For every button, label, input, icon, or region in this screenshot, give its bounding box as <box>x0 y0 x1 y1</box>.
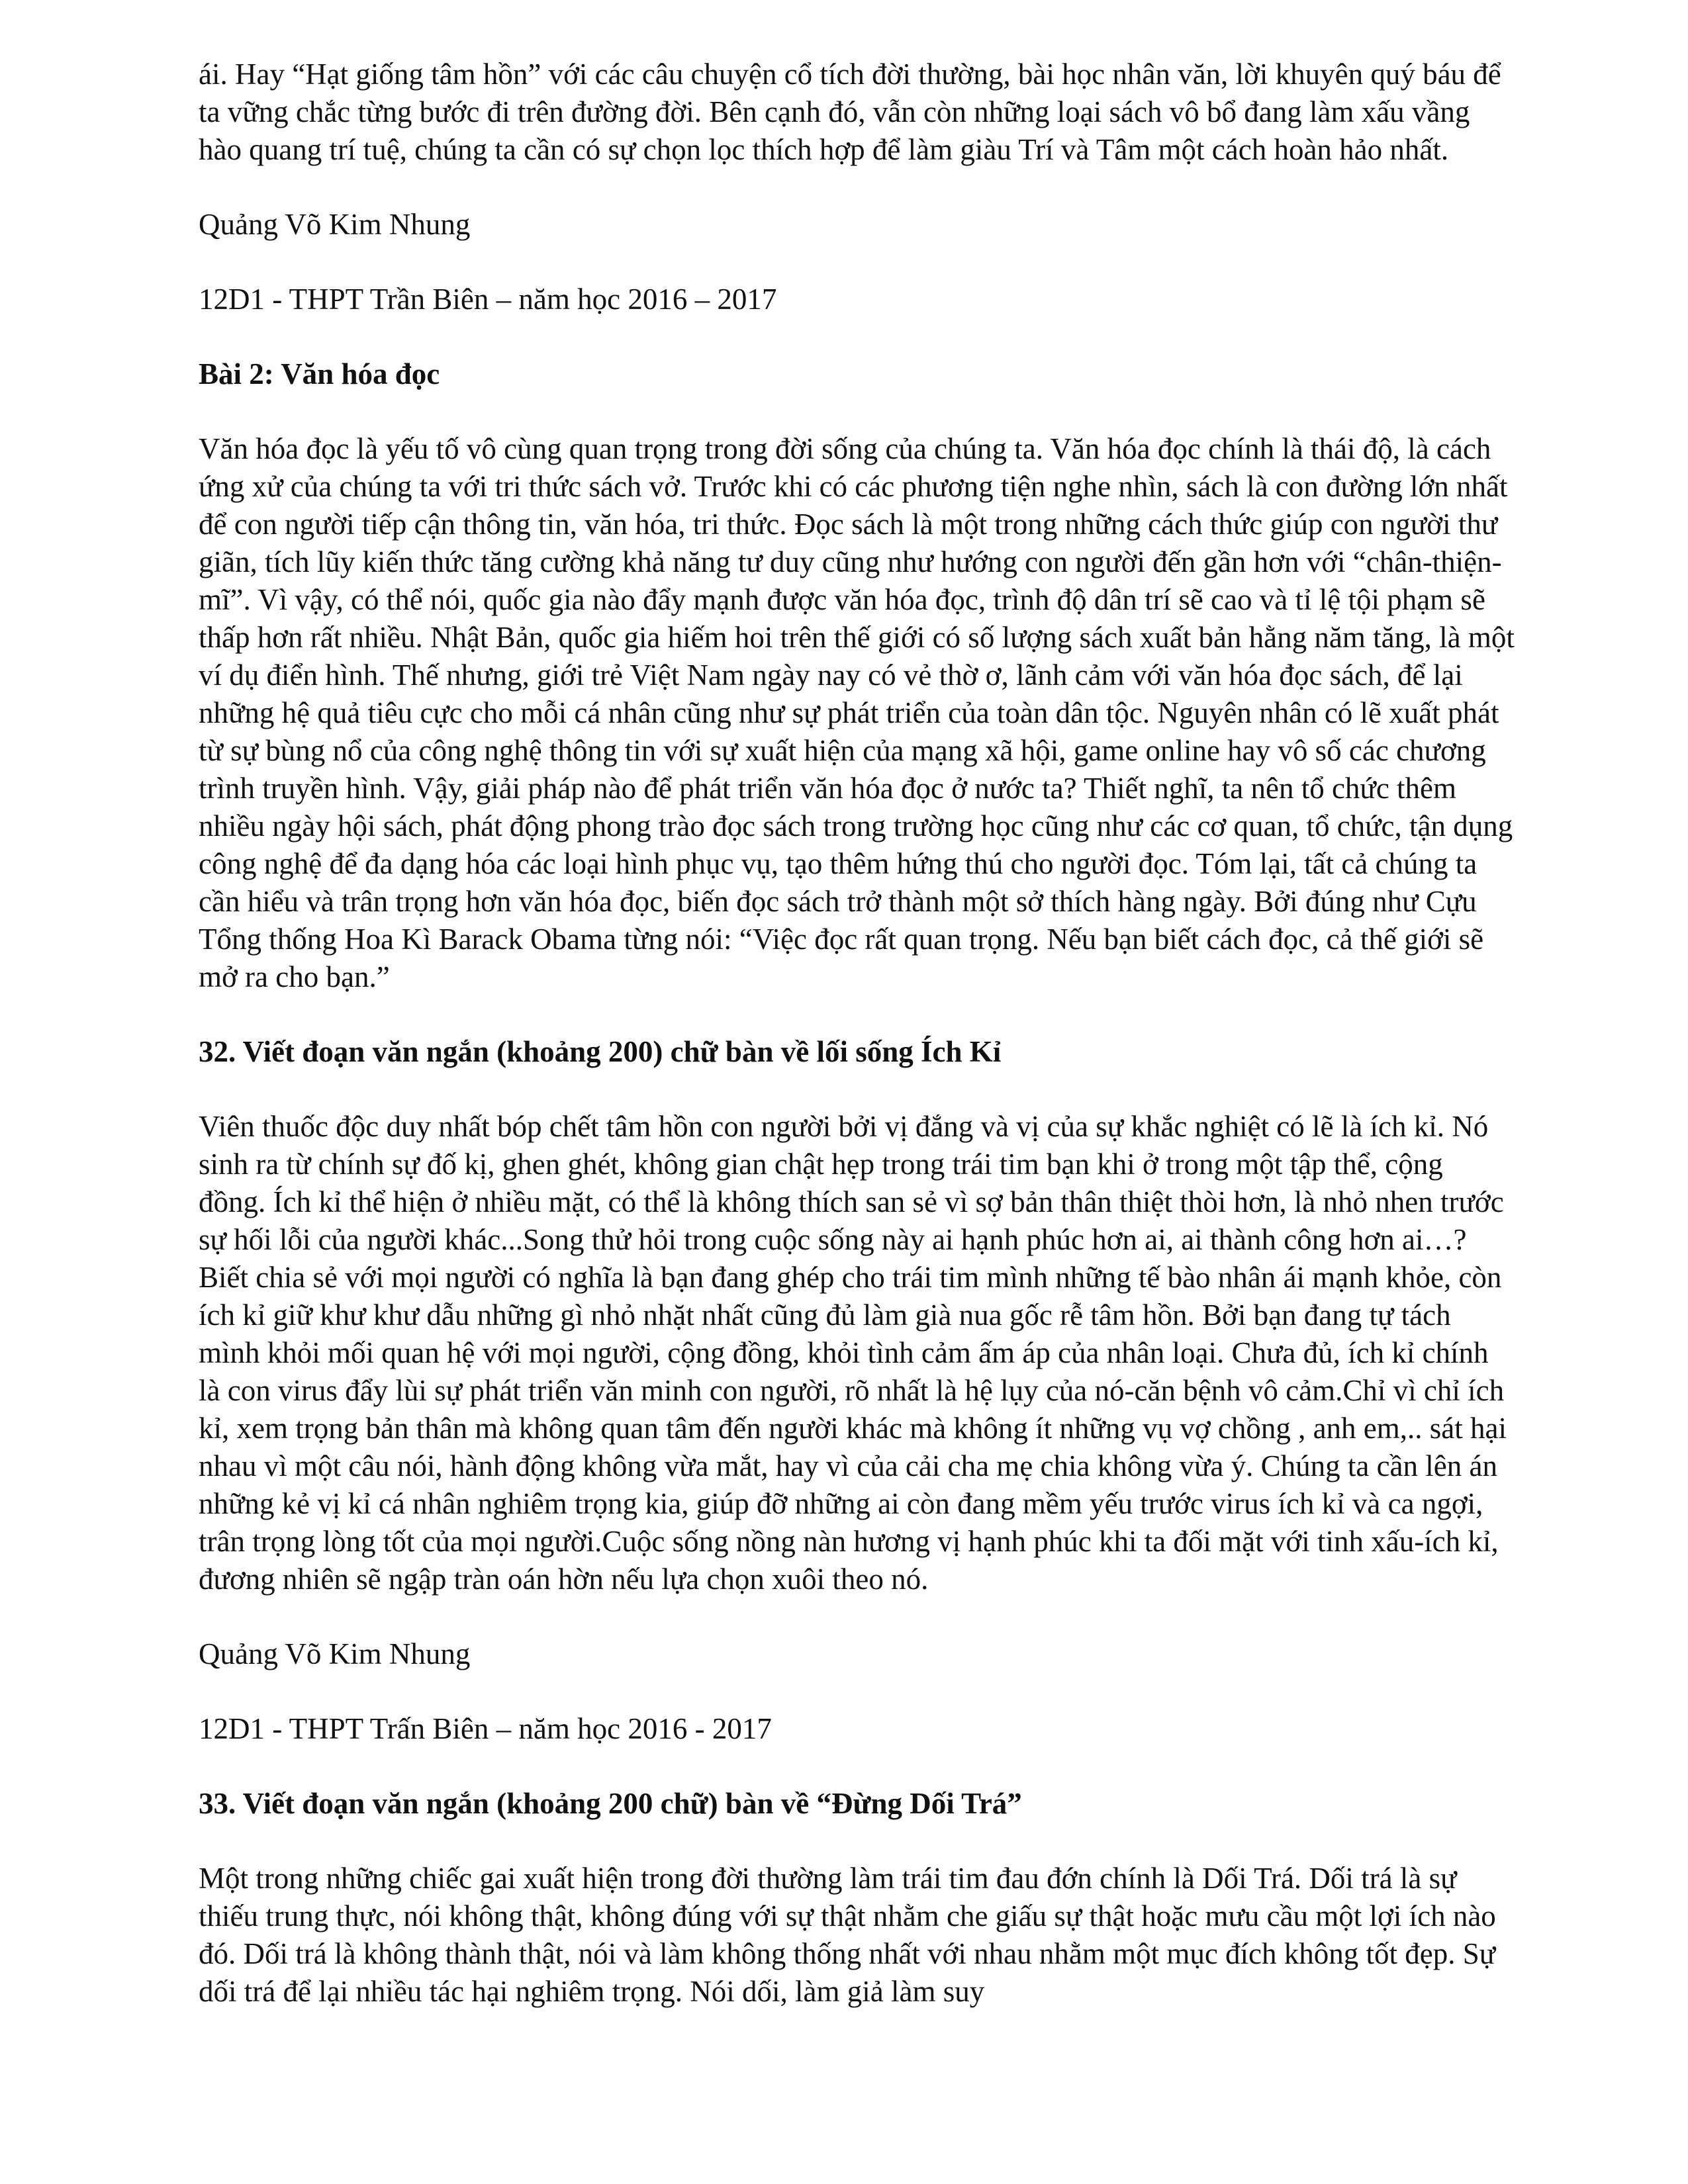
section-heading-32: 32. Viết đoạn văn ngắn (khoảng 200) chữ bàn về lối sống Ích Kỉ <box>199 1035 1002 1068</box>
author-name-2: Quảng Võ Kim Nhung <box>199 1637 471 1670</box>
section-heading-33: 33. Viết đoạn văn ngắn (khoảng 200 chữ) bàn về “Đừng Dối Trá” <box>199 1787 1022 1820</box>
class-info-2: 12D1 - THPT Trấn Biên – năm học 2016 - 2017 <box>199 1712 772 1745</box>
section-heading-bai2: Bài 2: Văn hóa đọc <box>199 357 440 390</box>
document-page <box>199 56 1516 2011</box>
author-name: Quảng Võ Kim Nhung <box>199 208 471 241</box>
paragraph-dung-doi-tra: Một trong những chiếc gai xuất hiện trong đời thường làm trái tim đau đớn chính là Dối Trá. Dối trá là sự thiếu trung thực, nói không thật, không đúng với sự thật nhằm che giấu sự thật hoặc mưu cầu một lợi ích nào đó. Dối trá là không thành thật, nói và làm không thống nhất với nhau nhằm một mục đích không tốt đẹp. Sự dối trá để lại nhiều tác hại nghiêm trọng. Nói dối, làm giả làm suy <box>199 1862 1496 2008</box>
intro-paragraph: ái. Hay “Hạt giống tâm hồn” với các câu chuyện cổ tích đời thường, bài học nhân văn, lời khuyên quý báu để ta vững chắc từng bước đi trên đường đời. Bên cạnh đó, vẫn còn những loại sách vô bổ đang làm xấu vầng hào quang trí tuệ, chúng ta cần có sự chọn lọc thích hợp để làm giàu Trí và Tâm một cách hoàn hảo nhất. <box>199 58 1501 166</box>
paragraph-van-hoa-doc: Văn hóa đọc là yếu tố vô cùng quan trọng trong đời sống của chúng ta. Văn hóa đọc chính là thái độ, là cách ứng xử của chúng ta với tri thức sách vở. Trước khi có các phương tiện nghe nhìn, sách là con đường lớn nhất để con người tiếp cận thông tin, văn hóa, tri thức. Đọc sách là một trong những cách thức giúp con người thư giãn, tích lũy kiến thức tăng cường khả năng tư duy cũng như hướng con người đến gần hơn với “chân-thiện-mĩ”. Vì vậy, có thể nói, quốc gia nào đẩy mạnh được văn hóa đọc, trình độ dân trí sẽ cao và tỉ lệ tội phạm sẽ thấp hơn rất nhiều. Nhật Bản, quốc gia hiếm hoi trên thế giới có số lượng sách xuất bản hằng năm tăng, là một ví dụ điển hình. Thế nhưng, giới trẻ Việt Nam ngày nay có vẻ thờ ơ, lãnh cảm với văn hóa đọc sách, để lại những hệ quả tiêu cực cho mỗi cá nhân cũng như sự phát triển của toàn dân tộc. Nguyên nhân có lẽ xuất phát từ sự bùng nổ của công nghệ thông tin với sự xuất hiện của mạng xã hội, game online hay vô số các chương trình truyền hình. Vậy, giải pháp nào để phát triển văn hóa đọc ở nước ta? Thiết nghĩ, ta nên tổ chức thêm nhiều ngày hội sách, phát động phong trào đọc sách trong trường học cũng như các cơ quan, tổ chức, tận dụng công nghệ để đa dạng hóa các loại hình phục vụ, tạo thêm hứng thú cho người đọc. Tóm lại, tất cả chúng ta cần hiểu và trân trọng hơn văn hóa đọc, biến đọc sách trở thành một sở thích hàng ngày. Bởi đúng như Cựu Tổng thống Hoa Kì Barack Obama từng nói: “Việc đọc rất quan trọng. Nếu bạn biết cách đọc, cả thế giới sẽ mở ra cho bạn.” <box>199 432 1515 993</box>
paragraph-ich-ki: Viên thuốc độc duy nhất bóp chết tâm hồn con người bởi vị đắng và vị của sự khắc nghiệt có lẽ là ích kỉ. Nó sinh ra từ chính sự đố kị, ghen ghét, không gian chật hẹp trong trái tim bạn khi ở trong một tập thể, cộng đồng. Ích kỉ thể hiện ở nhiều mặt, có thể là không thích san sẻ vì sợ bản thân thiệt thòi hơn, là nhỏ nhen trước sự hối lỗi của người khác...Song thử hỏi trong cuộc sống này ai hạnh phúc hơn ai, ai thành công hơn ai…? Biết chia sẻ với mọi người có nghĩa là bạn đang ghép cho trái tim mình những tế bào nhân ái mạnh khỏe, còn ích kỉ giữ khư khư dẫu những gì nhỏ nhặt nhất cũng đủ làm già nua gốc rễ tâm hồn. Bởi bạn đang tự tách mình khỏi mối quan hệ với mọi người, cộng đồng, khỏi tình cảm ấm áp của nhân loại. Chưa đủ, ích kỉ chính là con virus đẩy lùi sự phát triển văn minh con người, rõ nhất là hệ lụy của nó-căn bệnh vô cảm.Chỉ vì chỉ ích kỉ, xem trọng bản thân mà không quan tâm đến người khác mà không ít những vụ vợ chồng , anh em,.. sát hại nhau vì một câu nói, hành động không vừa mắt, hay vì của cải cha mẹ chia không vừa ý. Chúng ta cần lên án những kẻ vị kỉ cá nhân nghiêm trọng kia, giúp đỡ những ai còn đang mềm yếu trước virus ích kỉ và ca ngợi, trân trọng lòng tốt của mọi người.Cuộc sống nồng nàn hương vị hạnh phúc khi ta đối mặt với tinh xấu-ích kỉ, đương nhiên sẽ ngập tràn oán hờn nếu lựa chọn xuôi theo nó. <box>199 1110 1507 1596</box>
class-info: 12D1 - THPT Trần Biên – năm học 2016 – 2017 <box>199 283 777 316</box>
